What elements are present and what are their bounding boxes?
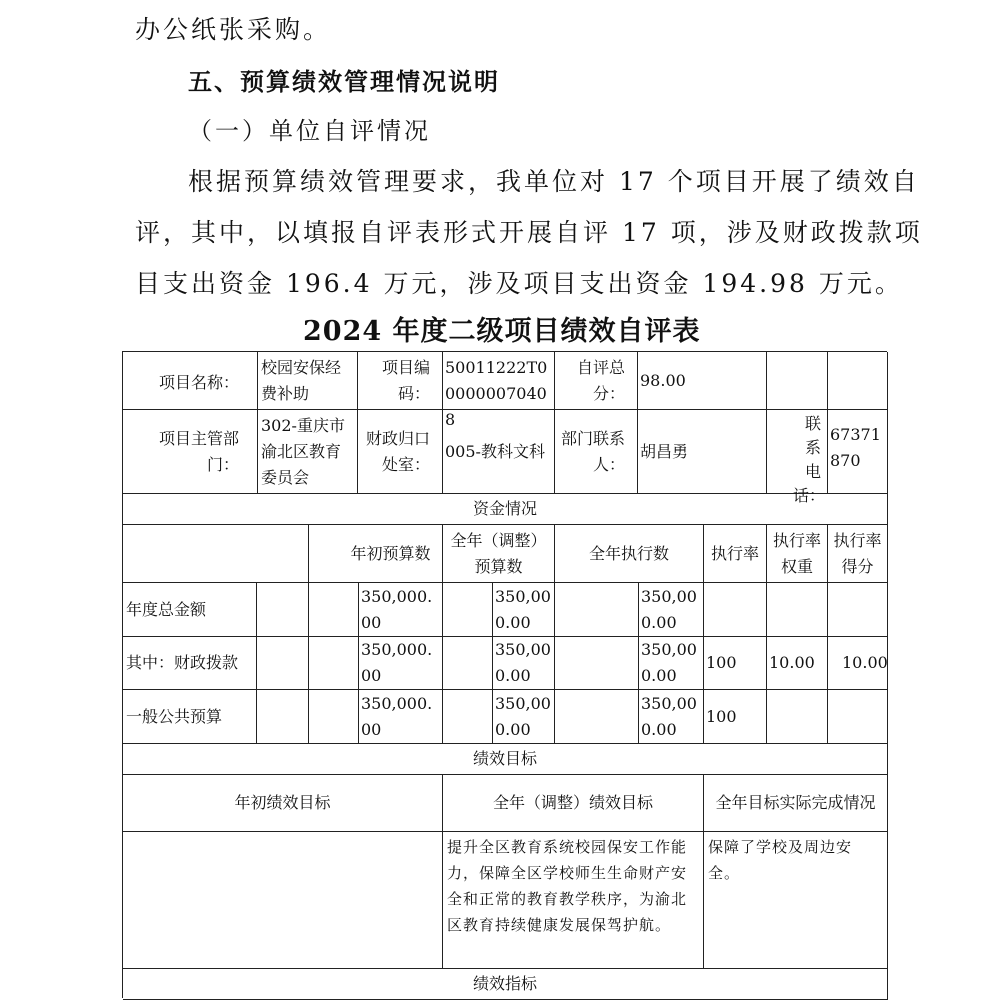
blank-cell <box>257 583 309 637</box>
blank-cell <box>443 636 493 690</box>
rate-score-value <box>828 690 888 744</box>
exec-rate-value: 100 <box>704 636 767 690</box>
col-rate-weight: 执行率权重 <box>767 525 828 583</box>
phone-label: 联系电话： <box>767 410 828 494</box>
blank-cell <box>443 583 493 637</box>
initial-goal-value <box>123 832 443 969</box>
dept-label: 项目主管部门： <box>123 410 258 494</box>
blank-cell <box>828 352 888 410</box>
blank-cell <box>767 352 828 410</box>
rate-weight-value: 10.00 <box>767 636 828 690</box>
completion-value: 保障了学校及周边安全。 <box>704 832 888 969</box>
col-initial-budget: 年初预算数 <box>309 525 443 583</box>
col-adjusted-goal: 全年（调整）绩效目标 <box>443 775 704 832</box>
adjusted-budget-value: 350,000.00 <box>493 690 555 744</box>
adjusted-budget-value: 350,000.00 <box>493 583 555 637</box>
col-exec-rate: 执行率 <box>704 525 767 583</box>
contact-value: 胡昌勇 <box>638 410 767 494</box>
evaluation-table <box>122 351 887 998</box>
col-initial-goal: 年初绩效目标 <box>123 775 443 832</box>
blank-cell <box>555 690 639 744</box>
paragraph-line: 根据预算绩效管理要求，我单位对 17 个项目开展了绩效自 <box>188 167 920 196</box>
phone-value: 67371870 <box>828 410 888 494</box>
row-label: 一般公共预算 <box>123 690 257 744</box>
execution-value: 350,000.00 <box>639 690 704 744</box>
exec-rate-value <box>704 583 767 637</box>
execution-value: 350,000.00 <box>639 636 704 690</box>
project-name-value: 校园安保经费补助 <box>258 352 358 410</box>
exec-rate-value: 100 <box>704 690 767 744</box>
paragraph-line: 目支出资金 196.4 万元，涉及项目支出资金 194.98 万元。 <box>135 269 903 298</box>
paragraph-line: 办公纸张采购。 <box>135 15 332 44</box>
initial-budget-value: 350,000.00 <box>359 636 443 690</box>
goals-section-header: 绩效目标 <box>123 744 888 775</box>
initial-budget-value: 350,000.00 <box>359 690 443 744</box>
blank-cell <box>309 690 359 744</box>
paragraph-line: 评，其中，以填报自评表形式开展自评 17 项，涉及财政拨款项 <box>135 218 923 247</box>
blank-cell <box>257 690 309 744</box>
rate-score-value: 10.00 <box>828 636 888 690</box>
dept-value: 302-重庆市渝北区教育委员会 <box>258 410 358 494</box>
adjusted-goal-value: 提升全区教育系统校园保安工作能力，保障全区学校师生生命财产安全和正常的教育教学秩序，为渝北区教育持续健康发展保驾护航。 <box>443 832 704 969</box>
col-rate-score: 执行率得分 <box>828 525 888 583</box>
project-name-label: 项目名称： <box>123 352 258 410</box>
blank-cell <box>257 636 309 690</box>
blank-cell <box>309 636 359 690</box>
self-score-label: 自评总分： <box>555 352 638 410</box>
subsection-heading: （一）单位自评情况 <box>188 117 431 145</box>
section-heading: 五、预算绩效管理情况说明 <box>188 67 500 96</box>
self-score-value: 98.00 <box>638 352 767 410</box>
blank-cell <box>443 690 493 744</box>
blank-cell <box>555 583 639 637</box>
project-code-value: 50011222T000000070408 <box>443 352 555 410</box>
table-title: 2024 年度二级项目绩效自评表 <box>303 316 701 347</box>
col-execution: 全年执行数 <box>555 525 704 583</box>
project-code-label: 项目编码： <box>358 352 443 410</box>
funds-section-header: 资金情况 <box>123 494 888 525</box>
finance-office-label: 财政归口处室： <box>358 410 443 494</box>
execution-value: 350,000.00 <box>639 583 704 637</box>
rate-weight-value <box>767 690 828 744</box>
blank-cell <box>555 636 639 690</box>
contact-label: 部门联系人： <box>555 410 638 494</box>
indicators-section-header: 绩效指标 <box>123 969 888 1000</box>
adjusted-budget-value: 350,000.00 <box>493 636 555 690</box>
initial-budget-value: 350,000.00 <box>359 583 443 637</box>
blank-cell <box>123 525 309 583</box>
rate-score-value <box>828 583 888 637</box>
finance-office-value: 005-教科文科 <box>443 410 555 494</box>
blank-cell <box>309 583 359 637</box>
row-label: 其中：财政拨款 <box>123 636 257 690</box>
rate-weight-value <box>767 583 828 637</box>
row-label: 年度总金额 <box>123 583 257 637</box>
col-adjusted-budget: 全年（调整）预算数 <box>443 525 555 583</box>
col-completion: 全年目标实际完成情况 <box>704 775 888 832</box>
